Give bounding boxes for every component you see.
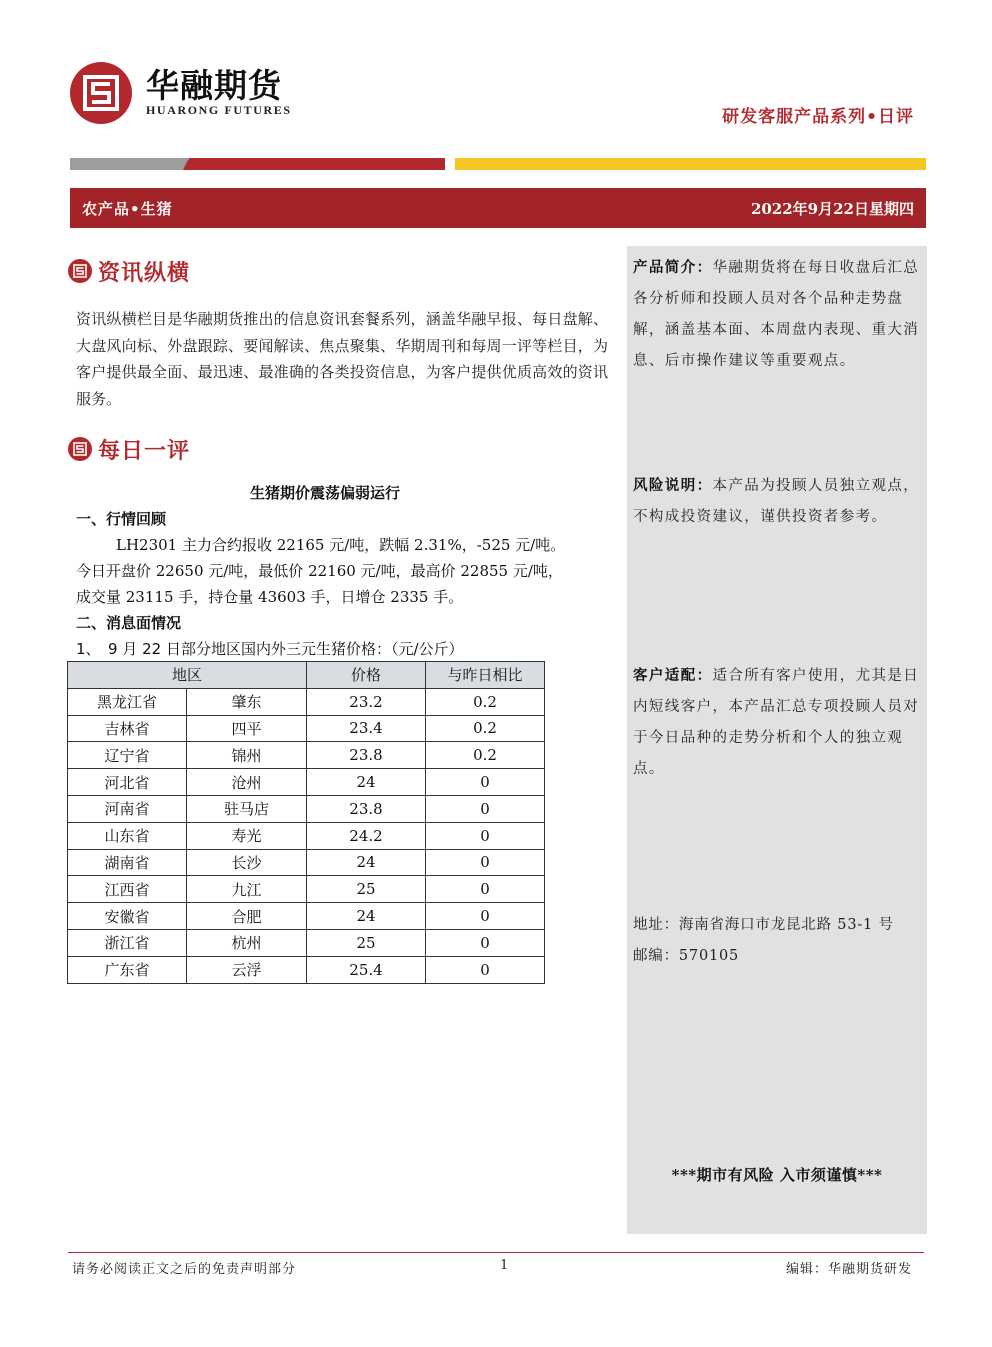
- paragraph-line: 成交量 23115 手，持仓量 43603 手，日增仓 2335 手。: [76, 588, 464, 606]
- table-row: [68, 903, 545, 930]
- risk-warning: ***期市有风险 入市须谨慎***: [671, 1166, 883, 1184]
- city-cell: 驻马店: [187, 795, 307, 822]
- province-cell: 黑龙江省: [68, 688, 187, 715]
- logo-mark-icon: [70, 62, 132, 124]
- province-cell: 安徽省: [68, 903, 187, 930]
- table-row: [68, 742, 545, 769]
- brand-name-cn: 华融期货: [146, 66, 282, 105]
- risk-label: 风险说明：: [633, 477, 713, 494]
- footer-divider: [68, 1252, 924, 1253]
- change-cell: 0: [426, 929, 545, 956]
- category-label: 农产品•生猪: [82, 200, 173, 218]
- change-cell: 0: [426, 876, 545, 903]
- price-cell: 24.2: [307, 822, 426, 849]
- change-cell: 0: [426, 822, 545, 849]
- risk-text: 本产品为投顾人员独立观点，不构成投资建议，谨供投资者参考。: [633, 478, 920, 525]
- table-row: [68, 715, 545, 742]
- page-number: 1: [500, 1258, 509, 1273]
- change-cell: 0.2: [426, 688, 545, 715]
- section-heading-news: [68, 256, 190, 286]
- province-cell: 辽宁省: [68, 742, 187, 769]
- city-cell: 肇东: [187, 688, 307, 715]
- price-cell: 25.4: [307, 956, 426, 983]
- province-cell: 湖南省: [68, 849, 187, 876]
- change-cell: 0: [426, 795, 545, 822]
- province-cell: 江西省: [68, 876, 187, 903]
- sidebar-panel: [627, 246, 927, 1234]
- change-cell: 0.2: [426, 742, 545, 769]
- product-intro-label: 产品简介：: [633, 259, 713, 276]
- table-row: [68, 849, 545, 876]
- subheading-news: 二、消息面情况: [76, 614, 182, 632]
- city-cell: 长沙: [187, 849, 307, 876]
- paragraph-line: 今日开盘价 22650 元/吨，最低价 22160 元/吨，最高价 22855 元/吨，: [76, 562, 563, 580]
- disclaimer-note: 请务必阅读正文之后的免责声明部分: [72, 1262, 297, 1277]
- city-cell: 合肥: [187, 903, 307, 930]
- client-fit-text: 适合所有客户使用，尤其是日内短线客户，本产品汇总专项投顾人员对于今日品种的走势分析和个人的独立观点。: [633, 668, 920, 777]
- section-logo-icon: [68, 259, 92, 283]
- city-cell: 锦州: [187, 742, 307, 769]
- price-cell: 24: [307, 849, 426, 876]
- change-cell: 0: [426, 956, 545, 983]
- province-cell: 浙江省: [68, 929, 187, 956]
- table-row: [68, 795, 545, 822]
- client-fit-label: 客户适配：: [633, 667, 713, 684]
- header-change: 与昨日相比: [426, 662, 545, 689]
- table-row: [68, 822, 545, 849]
- province-cell: 吉林省: [68, 715, 187, 742]
- news-description: 资讯纵横栏目是华融期货推出的信息资讯套餐系列，涵盖华融早报、每日盘解、大盘风向标、外盘跟踪、要闻解读、焦点聚集、华期周刊和每周一评等栏目，为客户提供最全面、最迅速、最准确的各类投资信息，为客户提供优质高效的资讯服务。: [76, 310, 608, 408]
- product-intro-text: 华融期货将在每日收盘后汇总各分析师和投顾人员对各个品种走势盘解，涵盖基本面、本周盘内表现、重大消息、后市操作建议等重要观点。: [633, 260, 920, 369]
- paragraph-line: LH2301 主力合约报收 22165 元/吨，跌幅 2.31%，-525 元/吨。: [116, 536, 566, 554]
- change-cell: 0: [426, 849, 545, 876]
- header-price: 价格: [307, 662, 426, 689]
- product-intro: [633, 252, 923, 377]
- table-row: [68, 769, 545, 796]
- price-cell: 23.8: [307, 795, 426, 822]
- table-header-row: [68, 662, 545, 689]
- section-heading-daily: [68, 434, 190, 464]
- city-cell: 杭州: [187, 929, 307, 956]
- pig-price-table: [67, 661, 545, 984]
- table-row: [68, 929, 545, 956]
- price-cell: 25: [307, 876, 426, 903]
- table-row: [68, 956, 545, 983]
- article-title: 生猪期价震荡偏弱运行: [249, 484, 400, 502]
- report-date: 2022年9月22日星期四: [750, 200, 914, 218]
- change-cell: 0: [426, 903, 545, 930]
- city-cell: 寿光: [187, 822, 307, 849]
- province-cell: 山东省: [68, 822, 187, 849]
- province-cell: 河北省: [68, 769, 187, 796]
- price-cell: 25: [307, 929, 426, 956]
- subheading-market-review: 一、行情回顾: [76, 510, 167, 528]
- section-title: 资讯纵横: [98, 260, 191, 286]
- header-region: 地区: [68, 662, 307, 689]
- city-cell: 四平: [187, 715, 307, 742]
- category-band: [70, 188, 926, 228]
- city-cell: 沧州: [187, 769, 307, 796]
- province-cell: 广东省: [68, 956, 187, 983]
- section-title: 每日一评: [98, 438, 191, 464]
- company-address: 地址：海南省海口市龙昆北路 53-1 号: [633, 917, 894, 933]
- divider-bar-yellow: [455, 158, 926, 170]
- price-cell: 24: [307, 769, 426, 796]
- divider-bar-red: [183, 158, 445, 170]
- price-cell: 23.2: [307, 688, 426, 715]
- divider-bar-gray: [70, 158, 188, 170]
- list-item: 1、 9 月 22 日部分地区国内外三元生猪价格：（元/公斤）: [76, 640, 464, 658]
- province-cell: 河南省: [68, 795, 187, 822]
- postcode: 邮编：570105: [633, 948, 740, 964]
- price-cell: 23.8: [307, 742, 426, 769]
- city-cell: 云浮: [187, 956, 307, 983]
- section-logo-icon: [68, 437, 92, 461]
- table-row: [68, 688, 545, 715]
- price-cell: 24: [307, 903, 426, 930]
- change-cell: 0: [426, 769, 545, 796]
- brand-logo: [70, 62, 132, 124]
- city-cell: 九江: [187, 876, 307, 903]
- editor-credit: 编辑：华融期货研发: [785, 1262, 912, 1277]
- series-title: 研发客服产品系列•日评: [722, 107, 914, 127]
- change-cell: 0.2: [426, 715, 545, 742]
- table-row: [68, 876, 545, 903]
- client-fit: [633, 660, 923, 785]
- brand-name-en: HUARONG FUTURES: [146, 103, 292, 117]
- price-cell: 23.4: [307, 715, 426, 742]
- risk-statement: [633, 470, 923, 533]
